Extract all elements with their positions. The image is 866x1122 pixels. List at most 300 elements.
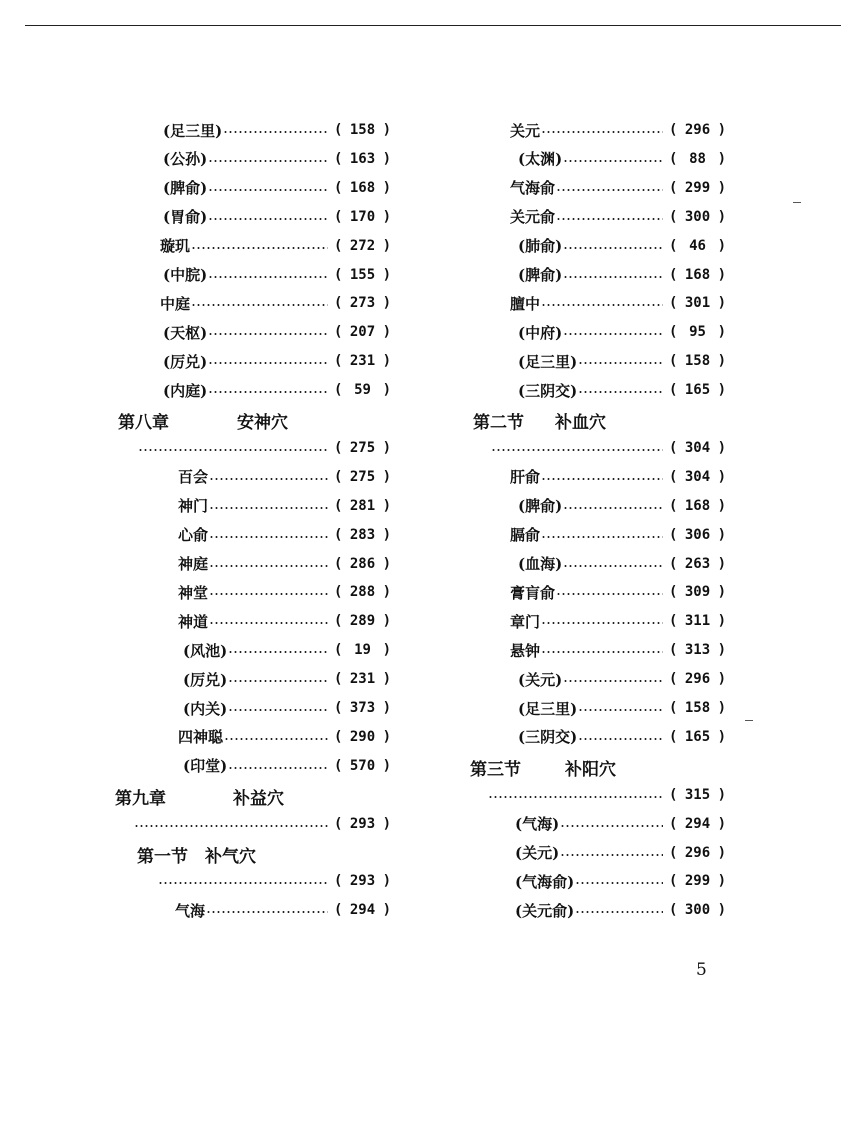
toc-entry[interactable] bbox=[518, 149, 726, 169]
dot-leader bbox=[541, 303, 663, 307]
close-paren: ) bbox=[382, 179, 391, 196]
heading-title: 安神穴 bbox=[237, 413, 288, 433]
open-paren: ( bbox=[334, 613, 343, 630]
page-reference bbox=[669, 151, 726, 167]
toc-entry[interactable] bbox=[518, 351, 726, 371]
page-reference bbox=[669, 642, 726, 658]
page-number-ref: 263 bbox=[684, 555, 711, 572]
page-reference bbox=[334, 238, 391, 254]
open-paren: ( bbox=[669, 815, 678, 832]
toc-entry[interactable] bbox=[510, 120, 726, 140]
close-paren: ) bbox=[382, 902, 391, 919]
page-reference bbox=[334, 671, 391, 687]
heading-title: 补阳穴 bbox=[565, 759, 616, 780]
dot-leader bbox=[228, 650, 328, 654]
open-paren: ( bbox=[669, 382, 678, 399]
toc-entry[interactable] bbox=[518, 496, 726, 516]
close-paren: ) bbox=[717, 439, 726, 456]
dot-leader bbox=[563, 246, 663, 250]
open-paren: ( bbox=[334, 179, 343, 196]
open-paren: ( bbox=[334, 757, 343, 774]
entry-label: (肺俞) bbox=[518, 237, 563, 256]
page-number-ref: 296 bbox=[684, 844, 711, 861]
page-number-ref: 290 bbox=[349, 728, 376, 745]
toc-entry[interactable] bbox=[518, 727, 726, 747]
toc-entry[interactable] bbox=[510, 525, 726, 545]
entry-label: 悬钟 bbox=[510, 641, 541, 660]
toc-entry[interactable] bbox=[510, 640, 726, 660]
entry-label: (三阴交) bbox=[518, 381, 578, 400]
toc-entry[interactable] bbox=[163, 207, 391, 227]
page-reference bbox=[334, 324, 391, 340]
open-paren: ( bbox=[334, 555, 343, 572]
page-reference bbox=[334, 267, 391, 283]
entry-label: (足三里) bbox=[518, 699, 578, 718]
entry-label: 关元俞 bbox=[510, 208, 556, 227]
open-paren: ( bbox=[334, 873, 343, 890]
page-number-ref: 158 bbox=[684, 353, 711, 370]
page-number-ref: 273 bbox=[349, 295, 376, 312]
entry-label: 中庭 bbox=[160, 294, 191, 313]
entry-label: (气海) bbox=[515, 815, 560, 834]
open-paren: ( bbox=[669, 295, 678, 312]
heading-number: 第八章 bbox=[118, 413, 169, 433]
open-paren: ( bbox=[669, 613, 678, 630]
page-reference bbox=[669, 440, 726, 456]
close-paren: ) bbox=[717, 150, 726, 167]
page-reference bbox=[334, 440, 391, 456]
entry-label: (风池) bbox=[183, 641, 228, 660]
top-rule bbox=[25, 25, 841, 26]
page-number-ref: 19 bbox=[354, 642, 371, 659]
page-reference bbox=[669, 816, 726, 832]
entry-label: (胃俞) bbox=[163, 208, 208, 227]
open-paren: ( bbox=[669, 671, 678, 688]
page-number-ref: 168 bbox=[684, 497, 711, 514]
section-heading bbox=[0, 842, 866, 867]
page-number-ref: 315 bbox=[684, 786, 711, 803]
dot-leader bbox=[563, 159, 663, 163]
page-reference bbox=[669, 671, 726, 687]
toc-entry[interactable] bbox=[163, 380, 391, 400]
open-paren: ( bbox=[669, 324, 678, 341]
heading-number: 第二节 bbox=[473, 413, 524, 433]
page-reference bbox=[669, 382, 726, 398]
close-paren: ) bbox=[717, 526, 726, 543]
toc-entry[interactable] bbox=[163, 351, 391, 371]
open-paren: ( bbox=[334, 902, 343, 919]
close-paren: ) bbox=[382, 642, 391, 659]
page-number-ref: 168 bbox=[684, 266, 711, 283]
toc-entry[interactable] bbox=[518, 322, 726, 342]
entry-label: 膈俞 bbox=[510, 526, 541, 545]
dot-leader bbox=[208, 332, 328, 336]
dot-leader bbox=[228, 679, 328, 683]
dot-leader bbox=[578, 390, 663, 394]
toc-entry[interactable] bbox=[515, 843, 726, 863]
toc-entry[interactable] bbox=[490, 438, 726, 458]
dot-leader bbox=[208, 390, 328, 394]
entry-label: 神门 bbox=[178, 497, 209, 516]
close-paren: ) bbox=[382, 728, 391, 745]
toc-entry[interactable] bbox=[518, 698, 726, 718]
page-reference bbox=[669, 527, 726, 543]
page-number-ref: 170 bbox=[349, 208, 376, 225]
toc-entry[interactable] bbox=[178, 554, 391, 574]
open-paren: ( bbox=[334, 526, 343, 543]
page-reference bbox=[669, 180, 726, 196]
entry-label: (中脘) bbox=[163, 266, 208, 284]
page-reference bbox=[334, 151, 391, 167]
page-reference bbox=[334, 180, 391, 196]
dot-leader bbox=[209, 506, 328, 510]
entry-label: (天枢) bbox=[163, 323, 208, 342]
page-reference bbox=[669, 729, 726, 745]
page-number-ref: 288 bbox=[349, 584, 376, 601]
page-number-ref: 283 bbox=[349, 526, 376, 543]
close-paren: ) bbox=[717, 728, 726, 745]
entry-label: (太渊) bbox=[518, 150, 563, 169]
page-number-ref: 158 bbox=[684, 700, 711, 716]
dot-leader bbox=[575, 910, 663, 914]
page-number-ref: 95 bbox=[689, 324, 706, 341]
open-paren: ( bbox=[334, 208, 343, 225]
dot-leader bbox=[134, 824, 328, 828]
page-reference bbox=[669, 556, 726, 572]
toc-entry[interactable] bbox=[510, 293, 726, 313]
toc-entry[interactable] bbox=[510, 207, 726, 227]
toc-entry[interactable] bbox=[518, 380, 726, 400]
page-reference bbox=[669, 700, 726, 716]
toc-entry[interactable] bbox=[178, 496, 391, 516]
open-paren: ( bbox=[334, 150, 343, 167]
close-paren: ) bbox=[382, 613, 391, 630]
toc-entry[interactable] bbox=[515, 900, 726, 920]
toc-entry[interactable] bbox=[518, 236, 726, 256]
toc-entry[interactable] bbox=[183, 669, 391, 689]
dot-leader bbox=[209, 621, 328, 625]
page-reference bbox=[334, 902, 391, 918]
page-number-ref: 281 bbox=[349, 497, 376, 514]
close-paren: ) bbox=[382, 468, 391, 485]
dot-leader bbox=[556, 217, 663, 221]
entry-label: (印堂) bbox=[183, 757, 228, 776]
page-reference bbox=[669, 353, 726, 369]
close-paren: ) bbox=[717, 613, 726, 630]
entry-label: (足三里) bbox=[163, 121, 223, 140]
entry-label: (关元) bbox=[518, 670, 563, 689]
close-paren: ) bbox=[382, 266, 391, 283]
dot-leader bbox=[541, 650, 663, 654]
page-number-ref: 158 bbox=[349, 122, 376, 138]
dot-leader bbox=[158, 881, 328, 885]
close-paren: ) bbox=[717, 324, 726, 341]
page-reference bbox=[334, 295, 391, 311]
open-paren: ( bbox=[669, 208, 678, 225]
entry-label: (脾俞) bbox=[163, 179, 208, 198]
close-paren: ) bbox=[717, 700, 726, 716]
close-paren: ) bbox=[382, 382, 391, 399]
entry-label: 心俞 bbox=[178, 526, 209, 545]
page-number-ref: 88 bbox=[689, 150, 706, 167]
entry-label: (关元) bbox=[515, 844, 560, 862]
open-paren: ( bbox=[334, 728, 343, 745]
toc-entry[interactable] bbox=[178, 727, 391, 747]
entry-label: (内庭) bbox=[163, 381, 208, 400]
toc-entry[interactable] bbox=[160, 236, 391, 256]
toc-entry[interactable] bbox=[510, 178, 726, 198]
open-paren: ( bbox=[669, 497, 678, 514]
toc-entry[interactable] bbox=[137, 438, 391, 458]
toc-entry[interactable] bbox=[518, 669, 726, 689]
toc-entry[interactable] bbox=[178, 611, 391, 631]
close-paren: ) bbox=[717, 671, 726, 688]
open-paren: ( bbox=[334, 468, 343, 485]
entry-label: (三阴交) bbox=[518, 728, 578, 747]
entry-label: (足三里) bbox=[518, 352, 578, 371]
dot-leader bbox=[578, 737, 663, 741]
close-paren: ) bbox=[717, 497, 726, 514]
close-paren: ) bbox=[717, 382, 726, 399]
dot-leader bbox=[541, 535, 663, 539]
entry-label: 神堂 bbox=[178, 583, 209, 602]
close-paren: ) bbox=[382, 497, 391, 514]
page-number-ref: 306 bbox=[684, 526, 711, 543]
page-number-ref: 299 bbox=[684, 873, 711, 890]
dot-leader bbox=[560, 853, 663, 857]
page-reference bbox=[669, 267, 726, 283]
page-number-ref: 231 bbox=[349, 353, 376, 370]
dot-leader bbox=[191, 303, 328, 307]
open-paren: ( bbox=[334, 353, 343, 370]
dot-leader bbox=[209, 592, 328, 596]
page-number-ref: 301 bbox=[684, 295, 711, 312]
dot-leader bbox=[491, 448, 663, 452]
entry-label: 章门 bbox=[510, 612, 541, 631]
close-paren: ) bbox=[382, 815, 391, 832]
page-number-ref: 570 bbox=[349, 757, 376, 774]
open-paren: ( bbox=[669, 728, 678, 745]
close-paren: ) bbox=[717, 208, 726, 225]
open-paren: ( bbox=[334, 382, 343, 399]
page-number-ref: 163 bbox=[349, 150, 376, 167]
dot-leader bbox=[138, 448, 328, 452]
page-number-ref: 165 bbox=[684, 382, 711, 399]
toc-entry[interactable] bbox=[163, 265, 391, 285]
close-paren: ) bbox=[717, 815, 726, 832]
open-paren: ( bbox=[669, 700, 678, 716]
page-number-ref: 293 bbox=[349, 815, 376, 832]
entry-label: (中府) bbox=[518, 323, 563, 342]
close-paren: ) bbox=[382, 584, 391, 601]
open-paren: ( bbox=[334, 700, 343, 716]
toc-entry[interactable] bbox=[163, 178, 391, 198]
page-number-ref: 373 bbox=[349, 700, 376, 716]
toc-entry[interactable] bbox=[178, 582, 391, 602]
toc-entry[interactable] bbox=[487, 785, 726, 805]
heading-title: 补气穴 bbox=[205, 846, 256, 867]
dot-leader bbox=[563, 332, 663, 336]
open-paren: ( bbox=[334, 237, 343, 254]
close-paren: ) bbox=[717, 122, 726, 138]
page-reference bbox=[669, 324, 726, 340]
close-paren: ) bbox=[382, 353, 391, 370]
entry-label: 膻中 bbox=[510, 294, 541, 313]
page-number-ref: 275 bbox=[349, 439, 376, 456]
page-reference bbox=[334, 353, 391, 369]
page-number-ref: 155 bbox=[349, 266, 376, 283]
open-paren: ( bbox=[334, 122, 343, 138]
page-number-ref: 289 bbox=[349, 613, 376, 630]
entry-label: (血海) bbox=[518, 555, 563, 573]
page-reference bbox=[334, 700, 391, 716]
page-number-ref: 59 bbox=[354, 382, 371, 399]
open-paren: ( bbox=[669, 353, 678, 370]
open-paren: ( bbox=[669, 786, 678, 803]
page-reference bbox=[669, 787, 726, 803]
page-number-ref: 299 bbox=[684, 179, 711, 196]
page-reference bbox=[669, 613, 726, 629]
page-number-ref: 294 bbox=[684, 815, 711, 832]
entry-label: 肝俞 bbox=[510, 468, 541, 487]
page-reference bbox=[669, 873, 726, 889]
page-reference bbox=[334, 469, 391, 485]
close-paren: ) bbox=[717, 642, 726, 659]
dot-leader bbox=[209, 477, 328, 481]
toc-entry[interactable] bbox=[163, 120, 391, 140]
scan-speck bbox=[793, 202, 801, 203]
open-paren: ( bbox=[334, 439, 343, 456]
toc-entry[interactable] bbox=[510, 467, 726, 487]
page-number-ref: 46 bbox=[689, 237, 706, 254]
page-number: 5 bbox=[696, 960, 707, 980]
open-paren: ( bbox=[669, 584, 678, 601]
toc-entry[interactable] bbox=[510, 582, 726, 602]
open-paren: ( bbox=[669, 237, 678, 254]
dot-leader bbox=[223, 130, 328, 134]
section-heading bbox=[0, 755, 866, 780]
close-paren: ) bbox=[717, 468, 726, 485]
page-reference bbox=[334, 584, 391, 600]
page-number-ref: 304 bbox=[684, 439, 711, 456]
page-reference bbox=[669, 498, 726, 514]
close-paren: ) bbox=[717, 555, 726, 572]
entry-label: 神道 bbox=[178, 612, 209, 631]
toc-entry[interactable] bbox=[178, 525, 391, 545]
dot-leader bbox=[208, 361, 328, 365]
dot-leader bbox=[208, 275, 328, 279]
entry-label: 百会 bbox=[178, 468, 209, 487]
dot-leader bbox=[563, 564, 663, 568]
dot-leader bbox=[556, 592, 663, 596]
entry-label: 气海俞 bbox=[510, 179, 556, 198]
open-paren: ( bbox=[669, 179, 678, 196]
toc-entry[interactable] bbox=[163, 149, 391, 169]
dot-leader bbox=[209, 535, 328, 539]
heading-number: 第一节 bbox=[137, 846, 188, 867]
open-paren: ( bbox=[334, 497, 343, 514]
page-number-ref: 304 bbox=[684, 468, 711, 485]
toc-entry[interactable] bbox=[160, 293, 391, 313]
entry-label: 四神聪 bbox=[178, 728, 224, 747]
page-number-ref: 309 bbox=[684, 584, 711, 601]
close-paren: ) bbox=[382, 700, 391, 716]
page-reference bbox=[334, 527, 391, 543]
toc-entry[interactable] bbox=[175, 900, 391, 920]
open-paren: ( bbox=[669, 266, 678, 283]
page-reference bbox=[334, 816, 391, 832]
page-reference bbox=[334, 729, 391, 745]
page-number-ref: 293 bbox=[349, 873, 376, 890]
dot-leader bbox=[208, 217, 328, 221]
page-number-ref: 275 bbox=[349, 468, 376, 485]
open-paren: ( bbox=[669, 468, 678, 485]
dot-leader bbox=[578, 708, 663, 712]
close-paren: ) bbox=[382, 873, 391, 890]
open-paren: ( bbox=[669, 844, 678, 861]
toc-entry[interactable] bbox=[163, 322, 391, 342]
toc-entry[interactable] bbox=[518, 265, 726, 285]
toc-entry[interactable] bbox=[515, 814, 726, 834]
dot-leader bbox=[541, 130, 663, 134]
heading-title: 补益穴 bbox=[233, 788, 284, 809]
close-paren: ) bbox=[717, 873, 726, 890]
close-paren: ) bbox=[717, 295, 726, 312]
page-reference bbox=[669, 295, 726, 311]
entry-label: 神庭 bbox=[178, 555, 209, 573]
dot-leader bbox=[191, 246, 328, 250]
open-paren: ( bbox=[669, 642, 678, 659]
open-paren: ( bbox=[334, 815, 343, 832]
section-heading bbox=[0, 408, 866, 433]
page-reference bbox=[334, 382, 391, 398]
entry-label: (厉兑) bbox=[163, 352, 208, 371]
open-paren: ( bbox=[334, 584, 343, 601]
toc-entry[interactable] bbox=[183, 640, 391, 660]
close-paren: ) bbox=[717, 353, 726, 370]
toc-entry[interactable] bbox=[518, 554, 726, 574]
dot-leader bbox=[560, 824, 663, 828]
dot-leader bbox=[541, 477, 663, 481]
entry-label: 关元 bbox=[510, 121, 541, 140]
page-number-ref: 296 bbox=[684, 671, 711, 688]
toc-entry[interactable] bbox=[183, 698, 391, 718]
entry-label: (气海俞) bbox=[515, 872, 575, 891]
close-paren: ) bbox=[717, 786, 726, 803]
open-paren: ( bbox=[334, 671, 343, 688]
page-reference bbox=[669, 469, 726, 485]
close-paren: ) bbox=[382, 208, 391, 225]
page-reference bbox=[334, 873, 391, 889]
page-reference bbox=[669, 238, 726, 254]
open-paren: ( bbox=[669, 902, 678, 919]
scan-speck bbox=[745, 720, 753, 721]
page-number-ref: 231 bbox=[349, 671, 376, 688]
toc-entry[interactable] bbox=[510, 611, 726, 631]
toc-entry[interactable] bbox=[157, 871, 391, 891]
toc-entry[interactable] bbox=[133, 814, 391, 834]
page-reference bbox=[334, 642, 391, 658]
page-number-ref: 165 bbox=[684, 728, 711, 745]
close-paren: ) bbox=[382, 295, 391, 312]
toc-entry[interactable] bbox=[178, 467, 391, 487]
page-number-ref: 311 bbox=[684, 613, 711, 630]
toc-entry[interactable] bbox=[515, 871, 726, 891]
page-number-ref: 286 bbox=[349, 555, 376, 572]
entry-label: (公孙) bbox=[163, 150, 208, 169]
page-number-ref: 272 bbox=[349, 237, 376, 254]
dot-leader bbox=[563, 506, 663, 510]
